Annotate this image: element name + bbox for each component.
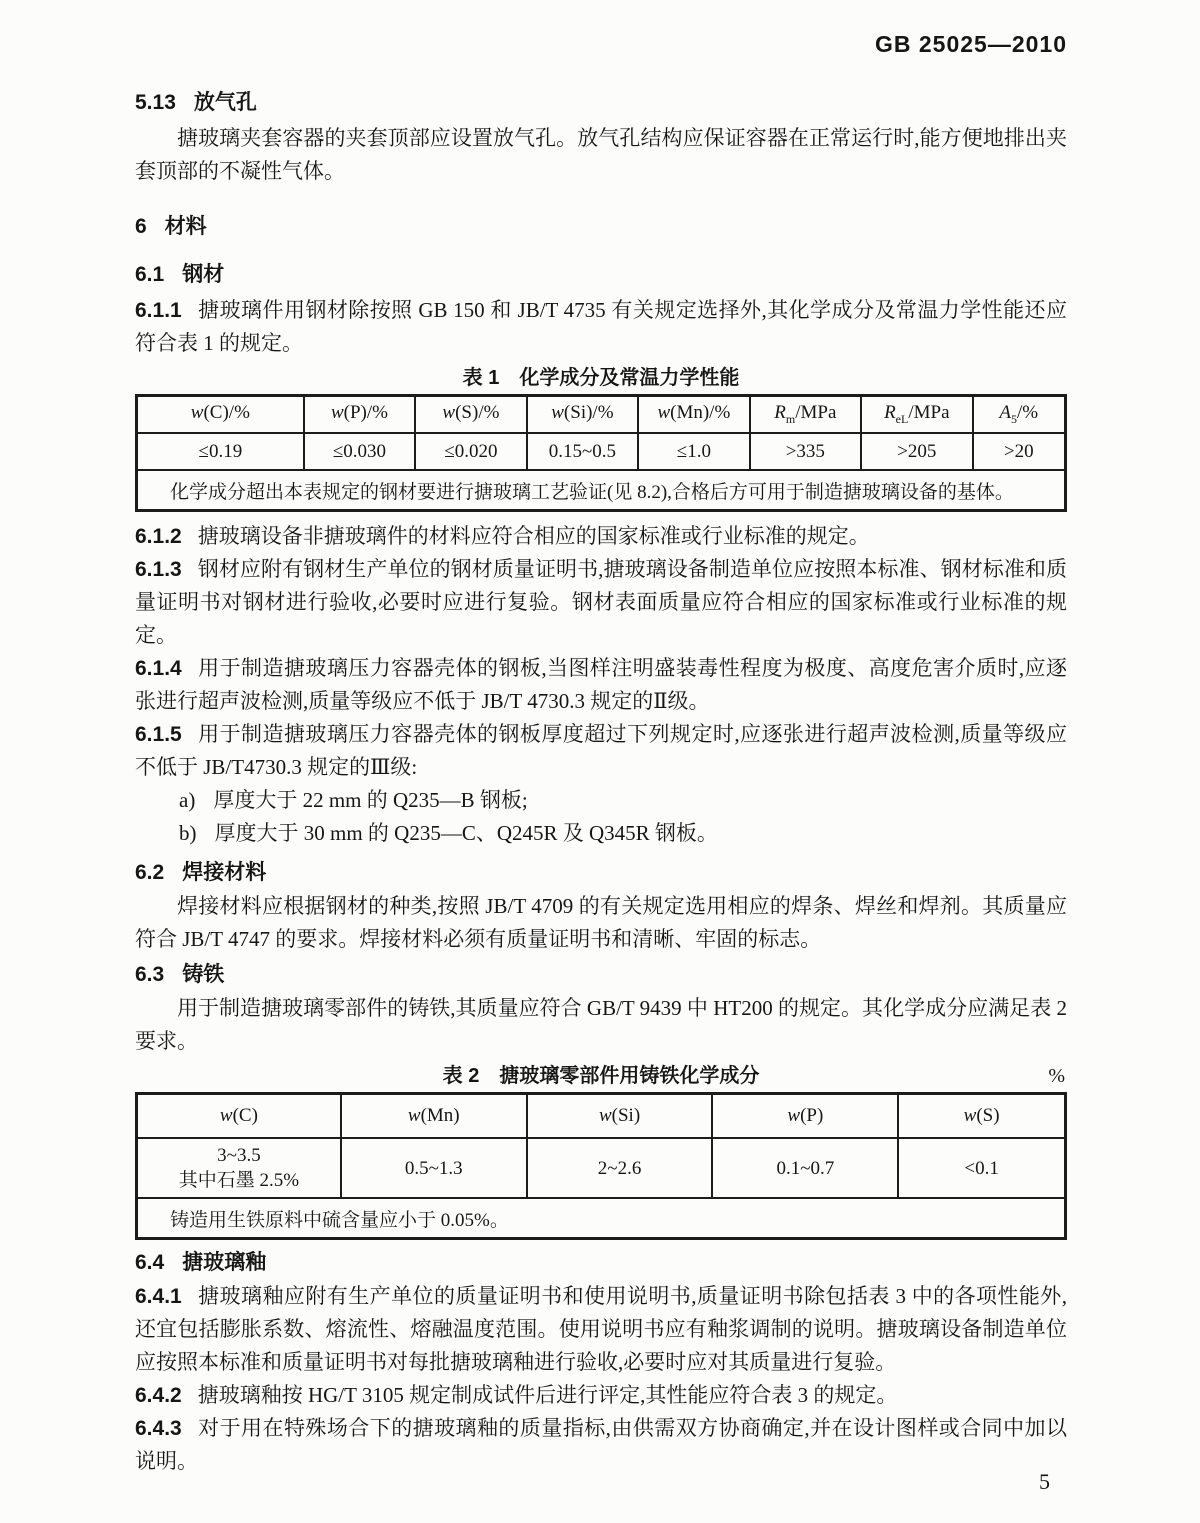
heading-5-13 — [135, 88, 1067, 118]
table1-note: 化学成分超出本表规定的钢材要进行搪玻璃工艺验证(见 8.2),合格后方可用于制造搪玻璃设备的基体。 — [137, 470, 1066, 511]
table1-value-cell: ≤0.030 — [304, 433, 415, 470]
symbol: R — [774, 402, 786, 424]
clause-title: 钢材 — [182, 263, 225, 286]
symbol: w — [657, 402, 671, 424]
heading-6-4 — [135, 1248, 1067, 1278]
table1-col-header: $R_m$/MPa — [750, 396, 861, 434]
heading-6 — [135, 212, 1067, 242]
clause-text: 搪玻璃设备非搪玻璃件的材料应符合相应的国家标准或行业标准的规定。 — [197, 524, 870, 548]
clause-6-1-4 — [135, 652, 1067, 718]
symbol: w — [190, 402, 204, 424]
symbol: w — [330, 402, 344, 424]
table1-col-header: w(P)/% — [304, 396, 415, 434]
clause-text: 对于用在特殊场合下的搪玻璃釉的质量指标,由供需双方协商确定,并在设计图样或合同中加以说明。 — [135, 1416, 1067, 1473]
table2-col-header: w(C) — [137, 1094, 341, 1139]
list-label: a) — [179, 788, 196, 812]
table2-col-header: w(S) — [898, 1094, 1065, 1139]
clause-number: 6.1.4 — [135, 657, 182, 680]
symbol: w — [963, 1105, 977, 1126]
table-1-value-row — [137, 433, 1066, 470]
paragraph-5-13: 搪玻璃夹套容器的夹套顶部应设置放气孔。放气孔结构应保证容器在正常运行时,能方便地排出夹套顶部的不凝性气体。 — [135, 126, 1067, 183]
clause-number: 6.3 — [135, 963, 165, 986]
table-1-header-row — [137, 396, 1066, 434]
page-number: 5 — [1039, 1469, 1050, 1494]
clause-text: 搪玻璃件用钢材除按照 GB 150 和 JB/T 4735 有关规定选择外,其化学成分及常温力学性能还应符合表 1 的规定。 — [135, 298, 1067, 355]
table-2-caption: 表 2 搪玻璃零部件用铸铁化学成分 — [442, 1065, 760, 1087]
clause-number: 6 — [135, 215, 147, 238]
clause-title: 搪玻璃釉 — [182, 1251, 267, 1274]
list-text: 厚度大于 30 mm 的 Q235—C、Q245R 及 Q345R 钢板。 — [214, 821, 718, 845]
clause-number: 6.4 — [135, 1251, 165, 1274]
clause-text: 钢材应附有钢材生产单位的钢材质量证明书,搪玻璃设备制造单位应按照本标准、钢材标准和质量证明书对钢材进行验收,必要时应进行复验。钢材表面质量应符合相应的国家标准或行业标准的规定。 — [135, 557, 1067, 647]
clause-number: 5.13 — [135, 91, 176, 114]
table1-value-cell: >335 — [750, 433, 861, 470]
list-label: b) — [179, 821, 197, 845]
table1-value-cell: >205 — [861, 433, 972, 470]
paragraph-6-3: 用于制造搪玻璃零部件的铸铁,其质量应符合 GB/T 9439 中 HT200 的规定。其化学成分应满足表 2 要求。 — [135, 996, 1067, 1053]
clause-text: 用于制造搪玻璃压力容器壳体的钢板厚度超过下列规定时,应逐张进行超声波检测,质量等级应不低于 JB/T4730.3 规定的Ⅲ级: — [135, 722, 1067, 779]
clause-6-1-3 — [135, 553, 1067, 652]
table2-col-header: w(Si) — [527, 1094, 713, 1139]
table1-value-cell: >20 — [973, 433, 1066, 470]
clause-6-4-1 — [135, 1280, 1067, 1379]
symbol: w — [787, 1105, 801, 1126]
table1-value-cell: ≤1.0 — [638, 433, 749, 470]
clause-title: 材料 — [164, 215, 207, 238]
paragraph-6-2: 焊接材料应根据钢材的种类,按照 JB/T 4709 的有关规定选用相应的焊条、焊丝和焊剂。其质量应符合 JB/T 4747 的要求。焊接材料必须有质量证明书和清晰、牢固的标志。 — [135, 894, 1067, 951]
table1-col-header: w(Si)/% — [527, 396, 638, 434]
clause-number: 6.2 — [135, 861, 165, 884]
clause-number: 6.4.1 — [135, 1285, 182, 1308]
clause-6-4-2 — [135, 1379, 1067, 1412]
table2-col-header: w(P) — [712, 1094, 898, 1139]
table-1-note-row — [137, 470, 1066, 511]
clause-number: 6.1.5 — [135, 723, 182, 746]
table-2-caption-row — [135, 1062, 1067, 1090]
clause-number: 6.4.3 — [135, 1417, 182, 1440]
table-2-unit: % — [1048, 1065, 1065, 1087]
table2-value-cell-p: 0.1~0.7 — [712, 1138, 898, 1198]
standard-code: GB 25025—2010 — [874, 31, 1067, 57]
heading-6-2 — [135, 858, 1067, 888]
symbol: A — [999, 402, 1012, 424]
clause-title: 铸铁 — [182, 963, 225, 986]
clause-text: 用于制造搪玻璃压力容器壳体的钢板,当图样注明盛装毒性程度为极度、高度危害介质时,应逐张进行超声波检测,质量等级应不低于 JB/T 4730.3 规定的Ⅱ级。 — [135, 656, 1067, 713]
clause-6-1-2 — [135, 520, 1067, 553]
table1-col-header: $R_{eL}$/MPa — [861, 396, 972, 434]
table-2-note-row — [137, 1198, 1066, 1239]
symbol: w — [551, 402, 564, 424]
value-line: 3~3.5 — [217, 1145, 261, 1166]
table2-col-header: w(Mn) — [341, 1094, 527, 1139]
clause-number: 6.1.1 — [135, 299, 182, 322]
table2-value-cell-mn: 0.5~1.3 — [341, 1138, 527, 1198]
table2-value-cell-s: <0.1 — [898, 1138, 1065, 1198]
clause-number: 6.1 — [135, 263, 165, 286]
clause-6-1-1 — [135, 294, 1067, 360]
clause-text: 搪玻璃釉应附有生产单位的质量证明书和使用说明书,质量证明书除包括表 3 中的各项性能外,还宜包括膨胀系数、熔流性、熔融温度范围。使用说明书应有釉浆调制的说明。搪玻璃设备制造单位应按照本标准和质量证明书对每批搪玻璃釉进行验收,必要时应对其质量进行复验。 — [135, 1284, 1067, 1374]
heading-6-1 — [135, 260, 1067, 290]
symbol: w — [219, 1105, 233, 1126]
symbol: w — [407, 1105, 421, 1126]
clause-title: 焊接材料 — [182, 861, 267, 884]
table2-value-cell-c — [137, 1138, 341, 1198]
list-text: 厚度大于 22 mm 的 Q235—B 钢板; — [213, 788, 528, 812]
list-item-a — [135, 784, 1067, 817]
table-2-header-row — [137, 1094, 1066, 1139]
table1-value-cell: ≤0.020 — [415, 433, 526, 470]
table1-value-cell: 0.15~0.5 — [527, 433, 638, 470]
clause-6-4-3 — [135, 1412, 1067, 1478]
symbol: R — [884, 402, 896, 424]
table-2-value-row — [137, 1138, 1066, 1198]
heading-6-3 — [135, 960, 1067, 990]
symbol: w — [598, 1105, 612, 1126]
table1-col-header: w(Mn)/% — [638, 396, 749, 434]
list-item-b — [135, 817, 1067, 850]
table-1 — [135, 394, 1067, 512]
clause-6-1-5 — [135, 718, 1067, 784]
table-1-caption: 表 1 化学成分及常温力学性能 — [462, 367, 740, 389]
table1-col-header: w(S)/% — [415, 396, 526, 434]
table1-col-header: w(C)/% — [137, 396, 304, 434]
table2-note: 铸造用生铁原料中硫含量应小于 0.05%。 — [137, 1198, 1066, 1239]
table2-value-cell-si: 2~2.6 — [527, 1138, 713, 1198]
table-2 — [135, 1092, 1067, 1240]
clause-number: 6.1.3 — [135, 558, 182, 581]
table1-col-header: $A_5/\%$ — [973, 396, 1066, 434]
clause-text: 搪玻璃釉按 HG/T 3105 规定制成试件后进行评定,其性能应符合表 3 的规定。 — [197, 1383, 898, 1407]
symbol: w — [442, 402, 456, 424]
value-line: 其中石墨 2.5% — [178, 1170, 300, 1191]
clause-number: 6.4.2 — [135, 1384, 182, 1407]
clause-number: 6.1.2 — [135, 525, 182, 548]
table1-value-cell: ≤0.19 — [137, 433, 304, 470]
clause-title: 放气孔 — [193, 91, 257, 114]
